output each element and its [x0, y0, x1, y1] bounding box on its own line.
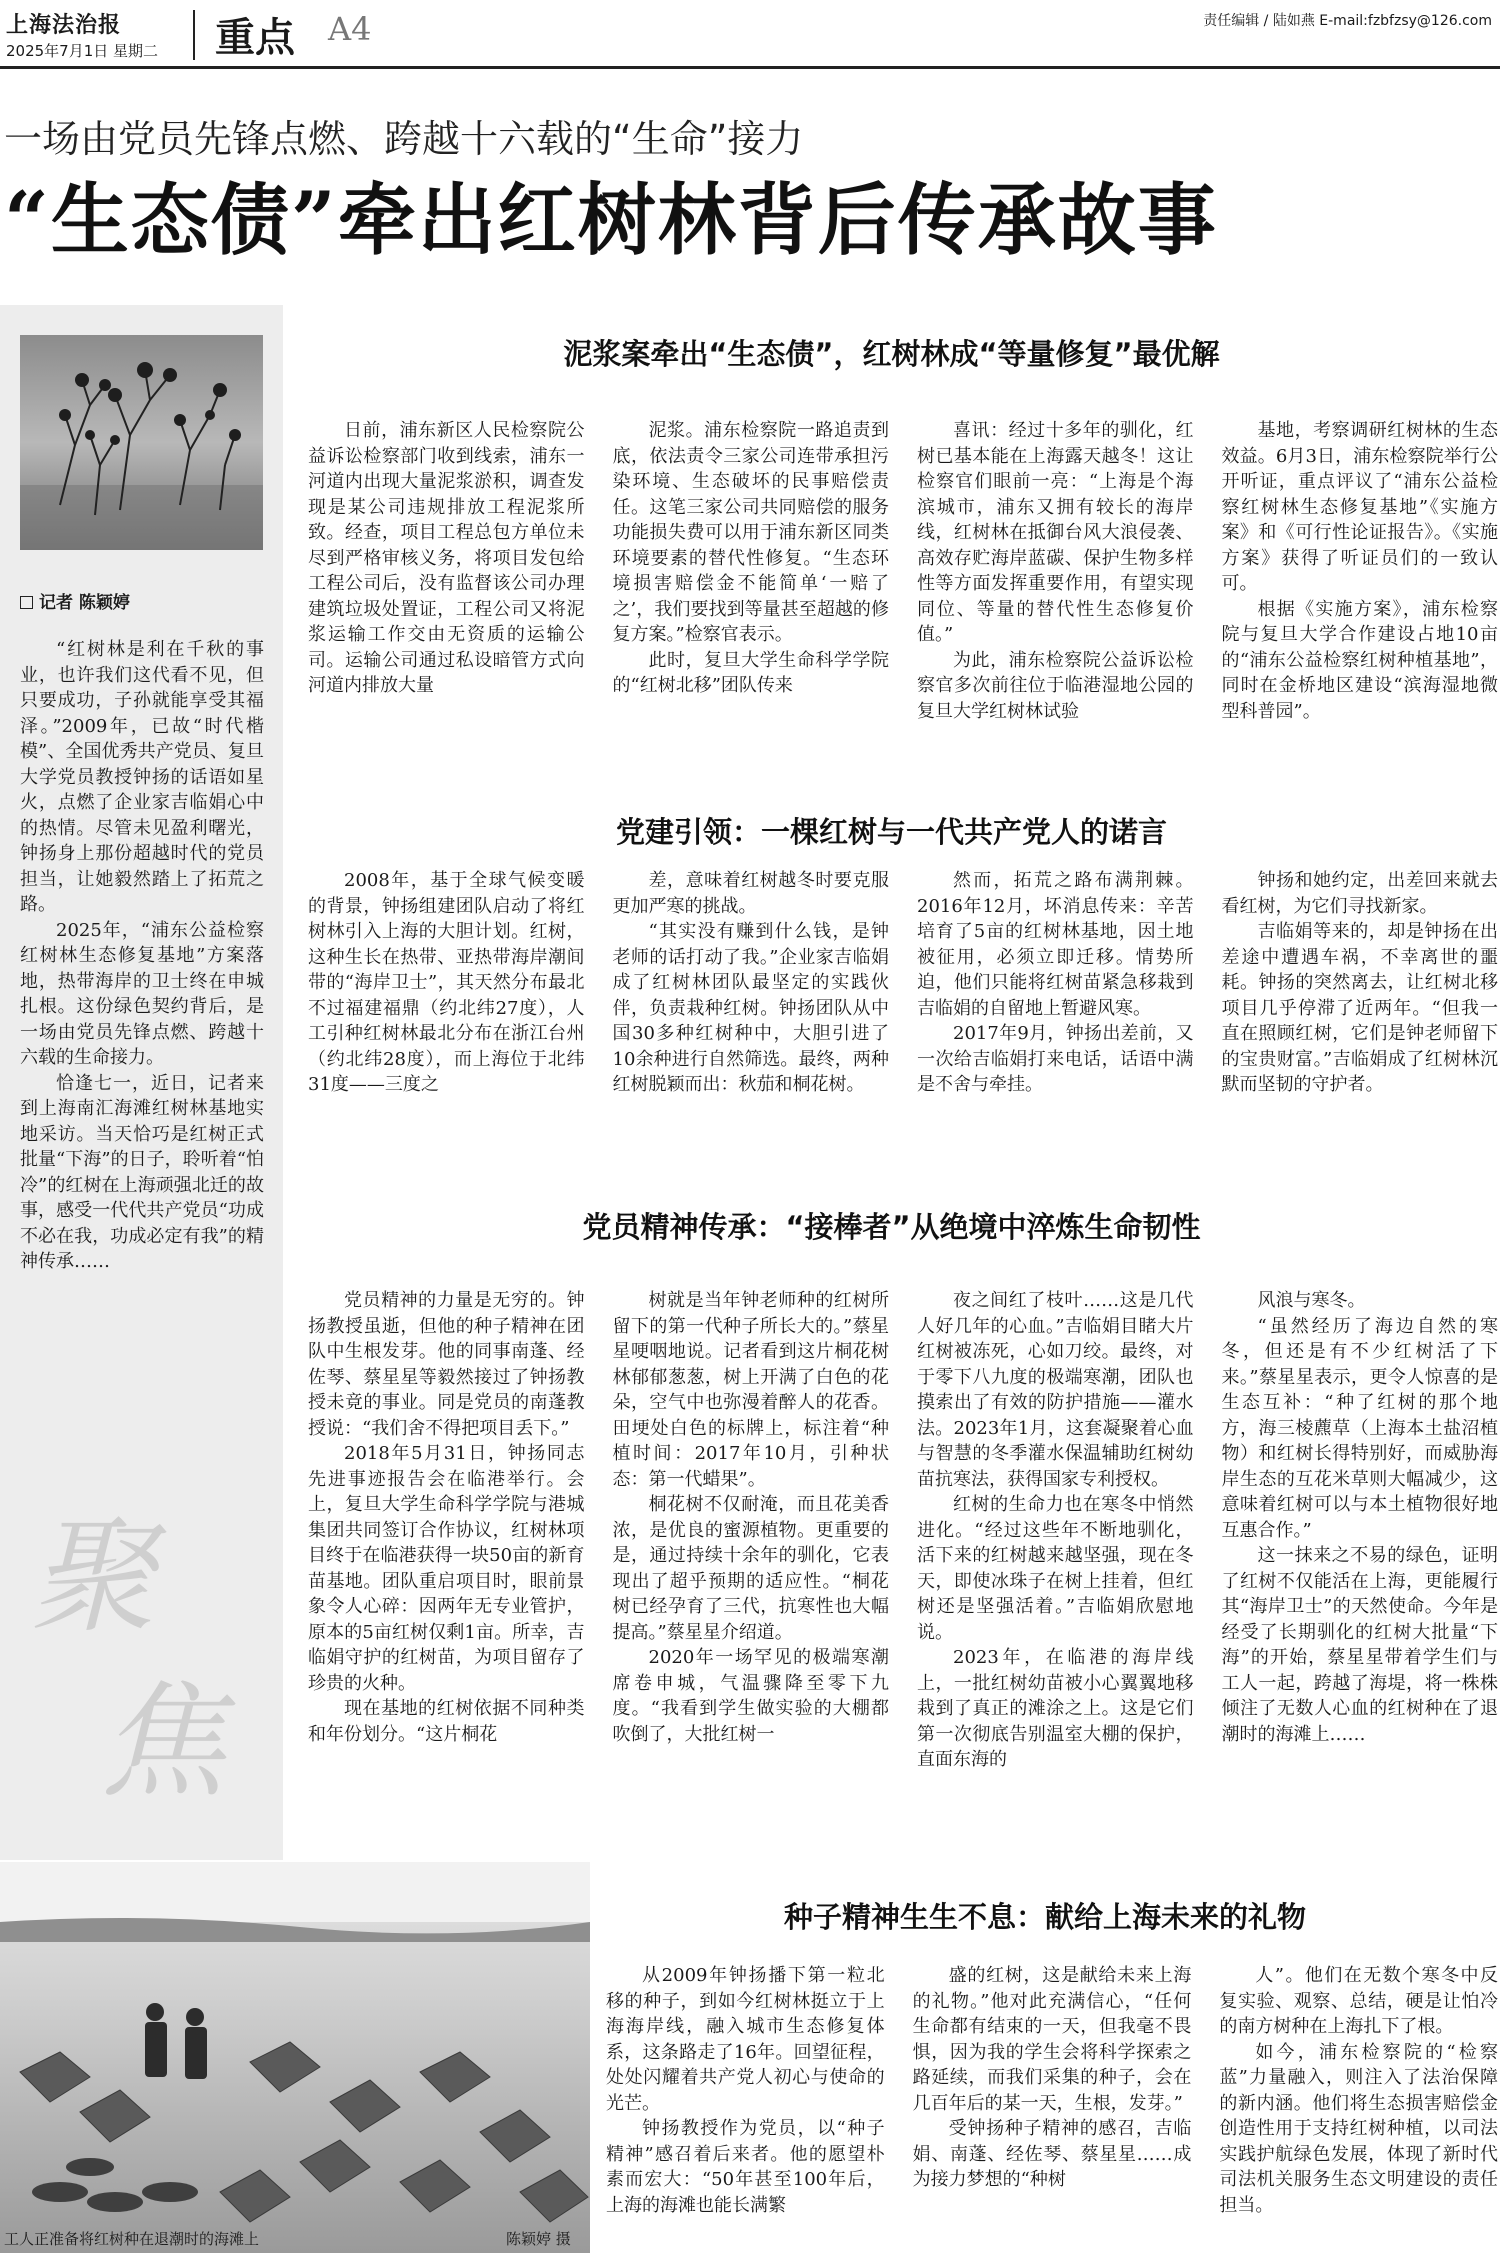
page-number: A4	[328, 10, 372, 48]
masthead	[0, 0, 1500, 70]
reporter-byline	[20, 588, 130, 613]
photo-caption: 工人正准备将红树种在退潮时的海滩上	[4, 2230, 260, 2248]
text-column	[308, 1288, 585, 1853]
text-column	[606, 1963, 885, 2251]
workers-photo	[0, 1862, 590, 2253]
headline: “生态债”牵出红树林背后传承故事	[4, 175, 1218, 266]
section-name: 重点	[215, 15, 295, 61]
article-section-4	[606, 1963, 1498, 2251]
paragraph: 为此，浦东检察院公益诉讼检察官多次前往位于临港湿地公园的复旦大学红树林试验	[917, 649, 1194, 722]
text-column	[613, 1288, 890, 1853]
section-heading: 党建引领：一棵红树与一代共产党人的诺言	[615, 815, 1167, 849]
sidebar-intro	[20, 637, 264, 1275]
paragraph: 基地，考察调研红树林的生态效益。6月3日，浦东检察院举行公开听证，重点评议了“浦东公益检察红树林生态修复基地”《实施方案》和《可行性论证报告》。《实施方案》获得了听证员们的一致认可。	[1221, 420, 1498, 594]
issue-date: 2025年7月1日 星期二	[6, 42, 159, 60]
article-section-1	[308, 418, 1498, 758]
text-column	[308, 418, 585, 758]
paper-name: 上海法治报	[6, 12, 122, 38]
section-heading: 党员精神传承：“接棒者”从绝境中淬炼生命韧性	[582, 1210, 1201, 1244]
paragraph: 泥浆。浦东检察院一路追责到底，依法责令三家公司连带承担污染环境、生态破坏的民事赔偿责任。这笔三家公司共同赔偿的服务功能损失费可以用于浦东新区同类环境要素的替代性修复。“生态环境损害赔偿金不能简单‘一赔了之’，我们要找到等量甚至超越的修复方案。”检察官表示。	[612, 420, 889, 645]
paragraph: 差，意味着红树越冬时要克服更加严寒的挑战。	[612, 870, 889, 917]
sidebar-paragraph: 2025年，“浦东公益检察红树林生态修复基地”方案落地，热带海岸的卫士终在申城扎根。这份绿色契约背后，是一场由党员先锋点燃、跨越十六载的生命接力。	[20, 919, 264, 1068]
text-column	[917, 868, 1194, 1158]
kicker-title: 一场由党员先锋点燃、跨越十六载的“生命”接力	[4, 117, 804, 161]
paragraph: 喜讯：经过十多年的驯化，红树已基本能在上海露天越冬！这让检察官们眼前一亮：“上海是个海滨城市，浦东又拥有较长的海岸线，红树林在抵御台风大浪侵袭、高效存贮海岸蓝碳、保护生物多样性等方面发挥重要作用，有望实现同位、等量的替代性生态修复价值。”	[917, 420, 1194, 645]
paragraph: 树就是当年钟老师种的红树所留下的第一代种子所长大的。”蔡星星哽咽地说。记者看到这片桐花树林郁郁葱葱，树上开满了白色的花朵，空气中也弥漫着醉人的花香。田埂处白色的标牌上，标注着“种植时间：2017年10月，引种状态：第一代蜡果”。	[612, 1290, 889, 1490]
paragraph: “其实没有赚到什么钱，是钟老师的话打动了我。”企业家吉临娟成了红树林团队最坚定的实践伙伴，负责栽种红树。钟扬团队从中国30多种红树种中，大胆引进了10余种进行自然筛选。最终，两种红树脱颖而出：秋茄和桐花树。	[612, 921, 889, 1095]
byline-text: 记者 陈颖婷	[39, 593, 130, 613]
paragraph: 夜之间红了枝叶……这是几代人好几年的心血。”吉临娟目睹大片红树被冻死，心如刀绞。最终，对于零下八九度的极端寒潮，团队也摸索出了有效的防护措施——灌水法。2023年1月，这套凝聚着心血与智慧的冬季灌水保温辅助红树幼苗抗寒法，获得国家专利授权。	[917, 1290, 1194, 1490]
focus-char-2: 焦	[100, 1670, 225, 1815]
text-column	[913, 1963, 1192, 2251]
paragraph: 然而，拓荒之路布满荆棘。2016年12月，坏消息传来：辛苦培育了5亩的红树林基地，因土地被征用，必须立即迁移。情势所迫，他们只能将红树苗紧急移栽到吉临娟的自留地上暂避风寒。	[917, 870, 1194, 1019]
sidebar-paragraph: “红树林是利在千秋的事业，也许我们这代看不见，但只要成功，子孙就能享受其福泽。”2009年，已故“时代楷模”、全国优秀共产党员、复旦大学党员教授钟扬的话语如星火，点燃了企业家吉临娟心中的热情。尽管未见盈利曙光，钟扬身上那份超越时代的党员担当，让她毅然踏上了拓荒之路。	[20, 639, 264, 915]
paragraph: 2018年5月31日，钟扬同志先进事迹报告会在临港举行。会上，复旦大学生命科学学院与港城集团共同签订合作协议，红树林项目终于在临港获得一块50亩的新育苗基地。团队重启项目时，眼前景象令人心碎：因两年无专业管护，原本的5亩红树仅剩1亩。所幸，吉临娟守护的红树苗，为项目留存了珍贵的火种。	[308, 1443, 585, 1694]
paragraph: 桐花树不仅耐淹，而且花美香浓，是优良的蜜源植物。更重要的是，通过持续十余年的驯化，它表现出了超乎预期的适应性。“桐花树已经孕育了三代，抗寒性也大幅提高。”蔡星星介绍道。	[612, 1494, 889, 1643]
article-section-2	[308, 868, 1498, 1158]
paragraph: 日前，浦东新区人民检察院公益诉讼检察部门收到线索，浦东一河道内出现大量泥浆淤积，调查发现是某公司违规排放工程泥浆所致。经查，项目工程总包方单位未尽到严格审核义务，将项目发包给工程公司后，没有监督该公司办理建筑垃圾处置证，工程公司又将泥浆运输工作交由无资质的运输公司。运输公司通过私设暗管方式向河道内排放大量	[308, 420, 585, 696]
byline-box-icon	[20, 596, 33, 609]
article-section-3	[308, 1288, 1498, 1853]
paragraph: 如今，浦东检察院的“检察蓝”力量融入，则注入了法治保障的新内涵。他们将生态损害赔偿金创造性用于支持红树种植，以司法实践护航绿色发展，体现了新时代司法机关服务生态文明建设的责任担当。	[1219, 2041, 1498, 2216]
paragraph: 风浪与寒冬。	[1257, 1290, 1366, 1311]
focus-char-1: 聚	[30, 1505, 155, 1650]
paragraph: 人”。他们在无数个寒冬中反复实验、观察、总结，硬是让怕冷的南方树种在上海扎下了根。	[1219, 1965, 1498, 2037]
text-column	[1222, 1288, 1499, 1853]
paragraph: 2020年一场罕见的极端寒潮席卷申城，气温骤降至零下九度。“我看到学生做实验的大棚都吹倒了，大批红树一	[612, 1647, 889, 1745]
paragraph: 党员精神的力量是无穷的。钟扬教授虽逝，但他的种子精神在团队中生根发芽。他的同事南蓬、经佐琴、蔡星星等毅然接过了钟扬教授未竟的事业。同是党员的南蓬教授说：“我们舍不得把项目丢下。”	[308, 1290, 585, 1439]
text-column	[1222, 418, 1499, 758]
text-column	[1219, 1963, 1498, 2251]
paragraph: 钟扬和她约定，出差回来就去看红树，为它们寻找新家。	[1221, 870, 1498, 917]
paragraph: 根据《实施方案》，浦东检察院与复旦大学合作建设占地10亩的“浦东公益检察红树种植基地”，同时在金桥地区建设“滨海湿地微型科普园”。	[1221, 598, 1498, 722]
text-column	[1222, 868, 1499, 1158]
paragraph: 钟扬教授作为党员，以“种子精神”感召着后来者。他的愿望朴素而宏大：“50年甚至100年后，上海的海滩也能长满繁	[606, 2118, 885, 2216]
focus-calligraphy	[20, 1480, 270, 1820]
text-column	[917, 418, 1194, 758]
photo-credit: 陈颖婷 摄	[506, 2230, 571, 2248]
paragraph: 此时，复旦大学生命科学学院的“红树北移”团队传来	[612, 649, 889, 696]
paragraph: 这一抹来之不易的绿色，证明了红树不仅能活在上海，更能履行其“海岸卫士”的天然使命。今年是经受了长期驯化的红树大批量“下海”的开始，蔡星星带着学生们与工人一起，跨越了海堤，将一株株倾注了无数人心血的红树种在了退潮时的海滩上……	[1221, 1545, 1498, 1745]
paragraph: 2017年9月，钟扬出差前，又一次给吉临娟打来电话，话语中满是不舍与牵挂。	[917, 1023, 1194, 1095]
sidebar-paragraph: 恰逢七一，近日，记者来到上海南汇海滩红树林基地实地采访。当天恰巧是红树正式批量“下海”的日子，聆听着“怕冷”的红树在上海顽强北迁的故事，感受一代代共产党员“功成不必在我，功成必定有我”的精神传承……	[20, 1072, 264, 1272]
paragraph: 现在基地的红树依据不同种类和年份划分。“这片桐花	[308, 1698, 585, 1745]
paragraph: 从2009年钟扬播下第一粒北移的种子，到如今红树林挺立于上海海岸线，融入城市生态修复体系，这条路走了16年。回望征程，处处闪耀着共产党人初心与使命的光芒。	[606, 1965, 885, 2114]
text-column	[613, 868, 890, 1158]
editor-line: 责任编辑 / 陆如燕 E-mail:fzbfzsy@126.com	[1203, 13, 1492, 29]
masthead-rule	[0, 66, 1500, 69]
paragraph: 吉临娟等来的，却是钟扬在出差途中遭遇车祸，不幸离世的噩耗。钟扬的突然离去，让红树北移项目几乎停滞了近两年。“但我一直在照顾红树，它们是钟老师留下的宝贵财富。”吉临娟成了红树林沉默而坚韧的守护者。	[1221, 921, 1498, 1095]
paragraph: 红树的生命力也在寒冬中悄然进化。“经过这些年不断地驯化，活下来的红树越来越坚强，现在冬天，即使冰珠子在树上挂着，但红树还是坚强活着。”吉临娟欣慰地说。	[917, 1494, 1194, 1643]
section-heading: 种子精神生生不息：献给上海未来的礼物	[783, 1900, 1306, 1934]
text-column	[613, 418, 890, 758]
mangrove-photo	[20, 335, 263, 550]
text-column	[308, 868, 585, 1158]
paragraph: “虽然经历了海边自然的寒冬，但还是有不少红树活了下来。”蔡星星表示，更令人惊喜的是生态互补：“种了红树的那个地方，海三棱藨草（上海本土盐沼植物）和红树长得特别好，而威胁海岸生态的互花米草则大幅减少，这意味着红树可以与本土植物很好地互惠合作。”	[1221, 1315, 1498, 1541]
text-column	[917, 1288, 1194, 1853]
paragraph: 盛的红树，这是献给未来上海的礼物。”他对此充满信心，“任何生命都有结束的一天，但我毫不畏惧，因为我的学生会将科学探索之路延续，而我们采集的种子，会在几百年后的某一天，生根，发芽。”	[912, 1965, 1192, 2114]
paragraph: 2023年，在临港的海岸线上，一批红树幼苗被小心翼翼地移栽到了真正的滩涂之上。这是它们第一次彻底告别温室大棚的保护，直面东海的	[917, 1647, 1194, 1770]
section-heading: 泥浆案牵出“生态债”，红树林成“等量修复”最优解	[563, 337, 1220, 371]
paragraph: 受钟扬种子精神的感召，吉临娟、南蓬、经佐琴、蔡星星……成为接力梦想的“种树	[912, 2118, 1192, 2190]
masthead-divider	[193, 10, 195, 60]
paragraph: 2008年，基于全球气候变暖的背景，钟扬组建团队启动了将红树林引入上海的大胆计划。红树，这种生长在热带、亚热带海岸潮间带的“海岸卫士”，其天然分布最北不过福建福鼎（约北纬27度），人工引种红树林最北分布在浙江台州（约北纬28度），而上海位于北纬31度——三度之	[308, 870, 585, 1095]
